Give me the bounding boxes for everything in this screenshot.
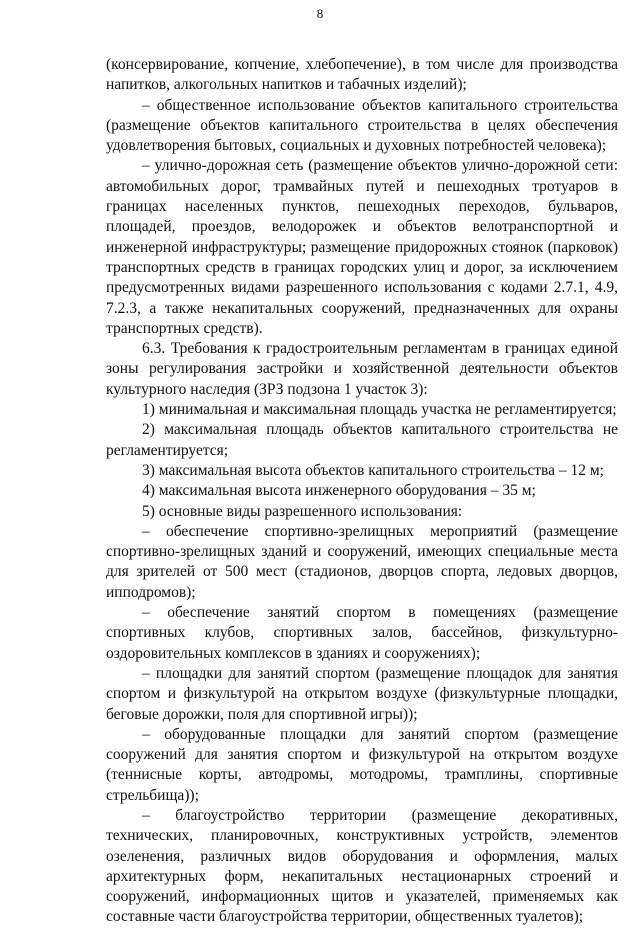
list-item: – площадки для занятий спортом (размещение площадок для занятия спортом и физкультурой на открытом воздухе (физкультурные площадки, беговые дорожки, поля для спортивной игры)); <box>106 664 618 723</box>
document-body <box>106 55 618 928</box>
paragraph: – улично-дорожная сеть (размещение объектов улично-дорожной сети: автомобильных дорог, трамвайных путей и пешеходных тротуаров в границах населенных пунктов, пешеходных переходов, бульваров, площадей, проездов, велодорожек и объектов велотранспортной и инженерной инфраструктуры; размещение придорожных стоянок (парковок) транспортных средств в границах городских улиц и дорог, за исключением предусмотренных видами разрешенного использования с кодами 2.7.1, 4.9, 7.2.3, а также некапитальных сооружений, предназначенных для охраны транспортных средств). <box>106 157 618 337</box>
paragraph: – общественное использование объектов капитального строительства (размещение объектов капитального строительства в целях обеспечения удовлетворения бытовых, социальных и духовных потребностей человека); <box>106 96 618 155</box>
list-item: 4) максимальная высота инженерного оборудования – 35 м; <box>142 482 536 500</box>
list-item: – обеспечение занятий спортом в помещениях (размещение спортивных клубов, спортивных залов, бассейнов, физкультурно-оздоровительных комплексов в зданиях и сооружениях); <box>106 604 618 662</box>
list-item: – благоустройство территории (размещение декоративных, технических, планировочных, конструктивных устройств, элементов озеленения, различных видов оборудования и оформления, малых архитектурных форм, некапитальных нестационарных строений и сооружений, информационных щитов и указателей, применяемых как составные части благоустройства территории, общественных туалетов); <box>106 806 618 926</box>
list-item: 5) основные виды разрешенного использования: <box>142 502 463 520</box>
list-item: – обеспечение спортивно-зрелищных мероприятий (размещение спортивно-зрелищных зданий и сооружений, имеющих специальные места для зрителей от 500 мест (стадионов, дворцов спорта, ледовых дворцов, ипподромов); <box>106 522 618 601</box>
paragraph: 6.3. Требования к градостроительным регламентам в границах единой зоны регулирования застройки и хозяйственной деятельности объектов культурного наследия (ЗРЗ подзона 1 участок 3): <box>106 340 618 398</box>
page-number: 8 <box>316 6 324 21</box>
list-item: 1) минимальная и максимальная площадь участка не регламентируется; <box>142 401 617 419</box>
list-item: – оборудованные площадки для занятий спортом (размещение сооружений для занятия спортом и физкультурой на открытом воздухе (теннисные корты, автодромы, мотодромы, трамплины, спортивные стрельбища)); <box>106 725 618 804</box>
list-item: 2) максимальная площадь объектов капитального строительства не регламентируется; <box>106 421 618 459</box>
list-item: 3) максимальная высота объектов капитального строительства – 12 м; <box>142 461 604 479</box>
paragraph: (консервирование, копчение, хлебопечение), в том числе для производства напитков, алкогольных напитков и табачных изделий); <box>106 56 618 94</box>
